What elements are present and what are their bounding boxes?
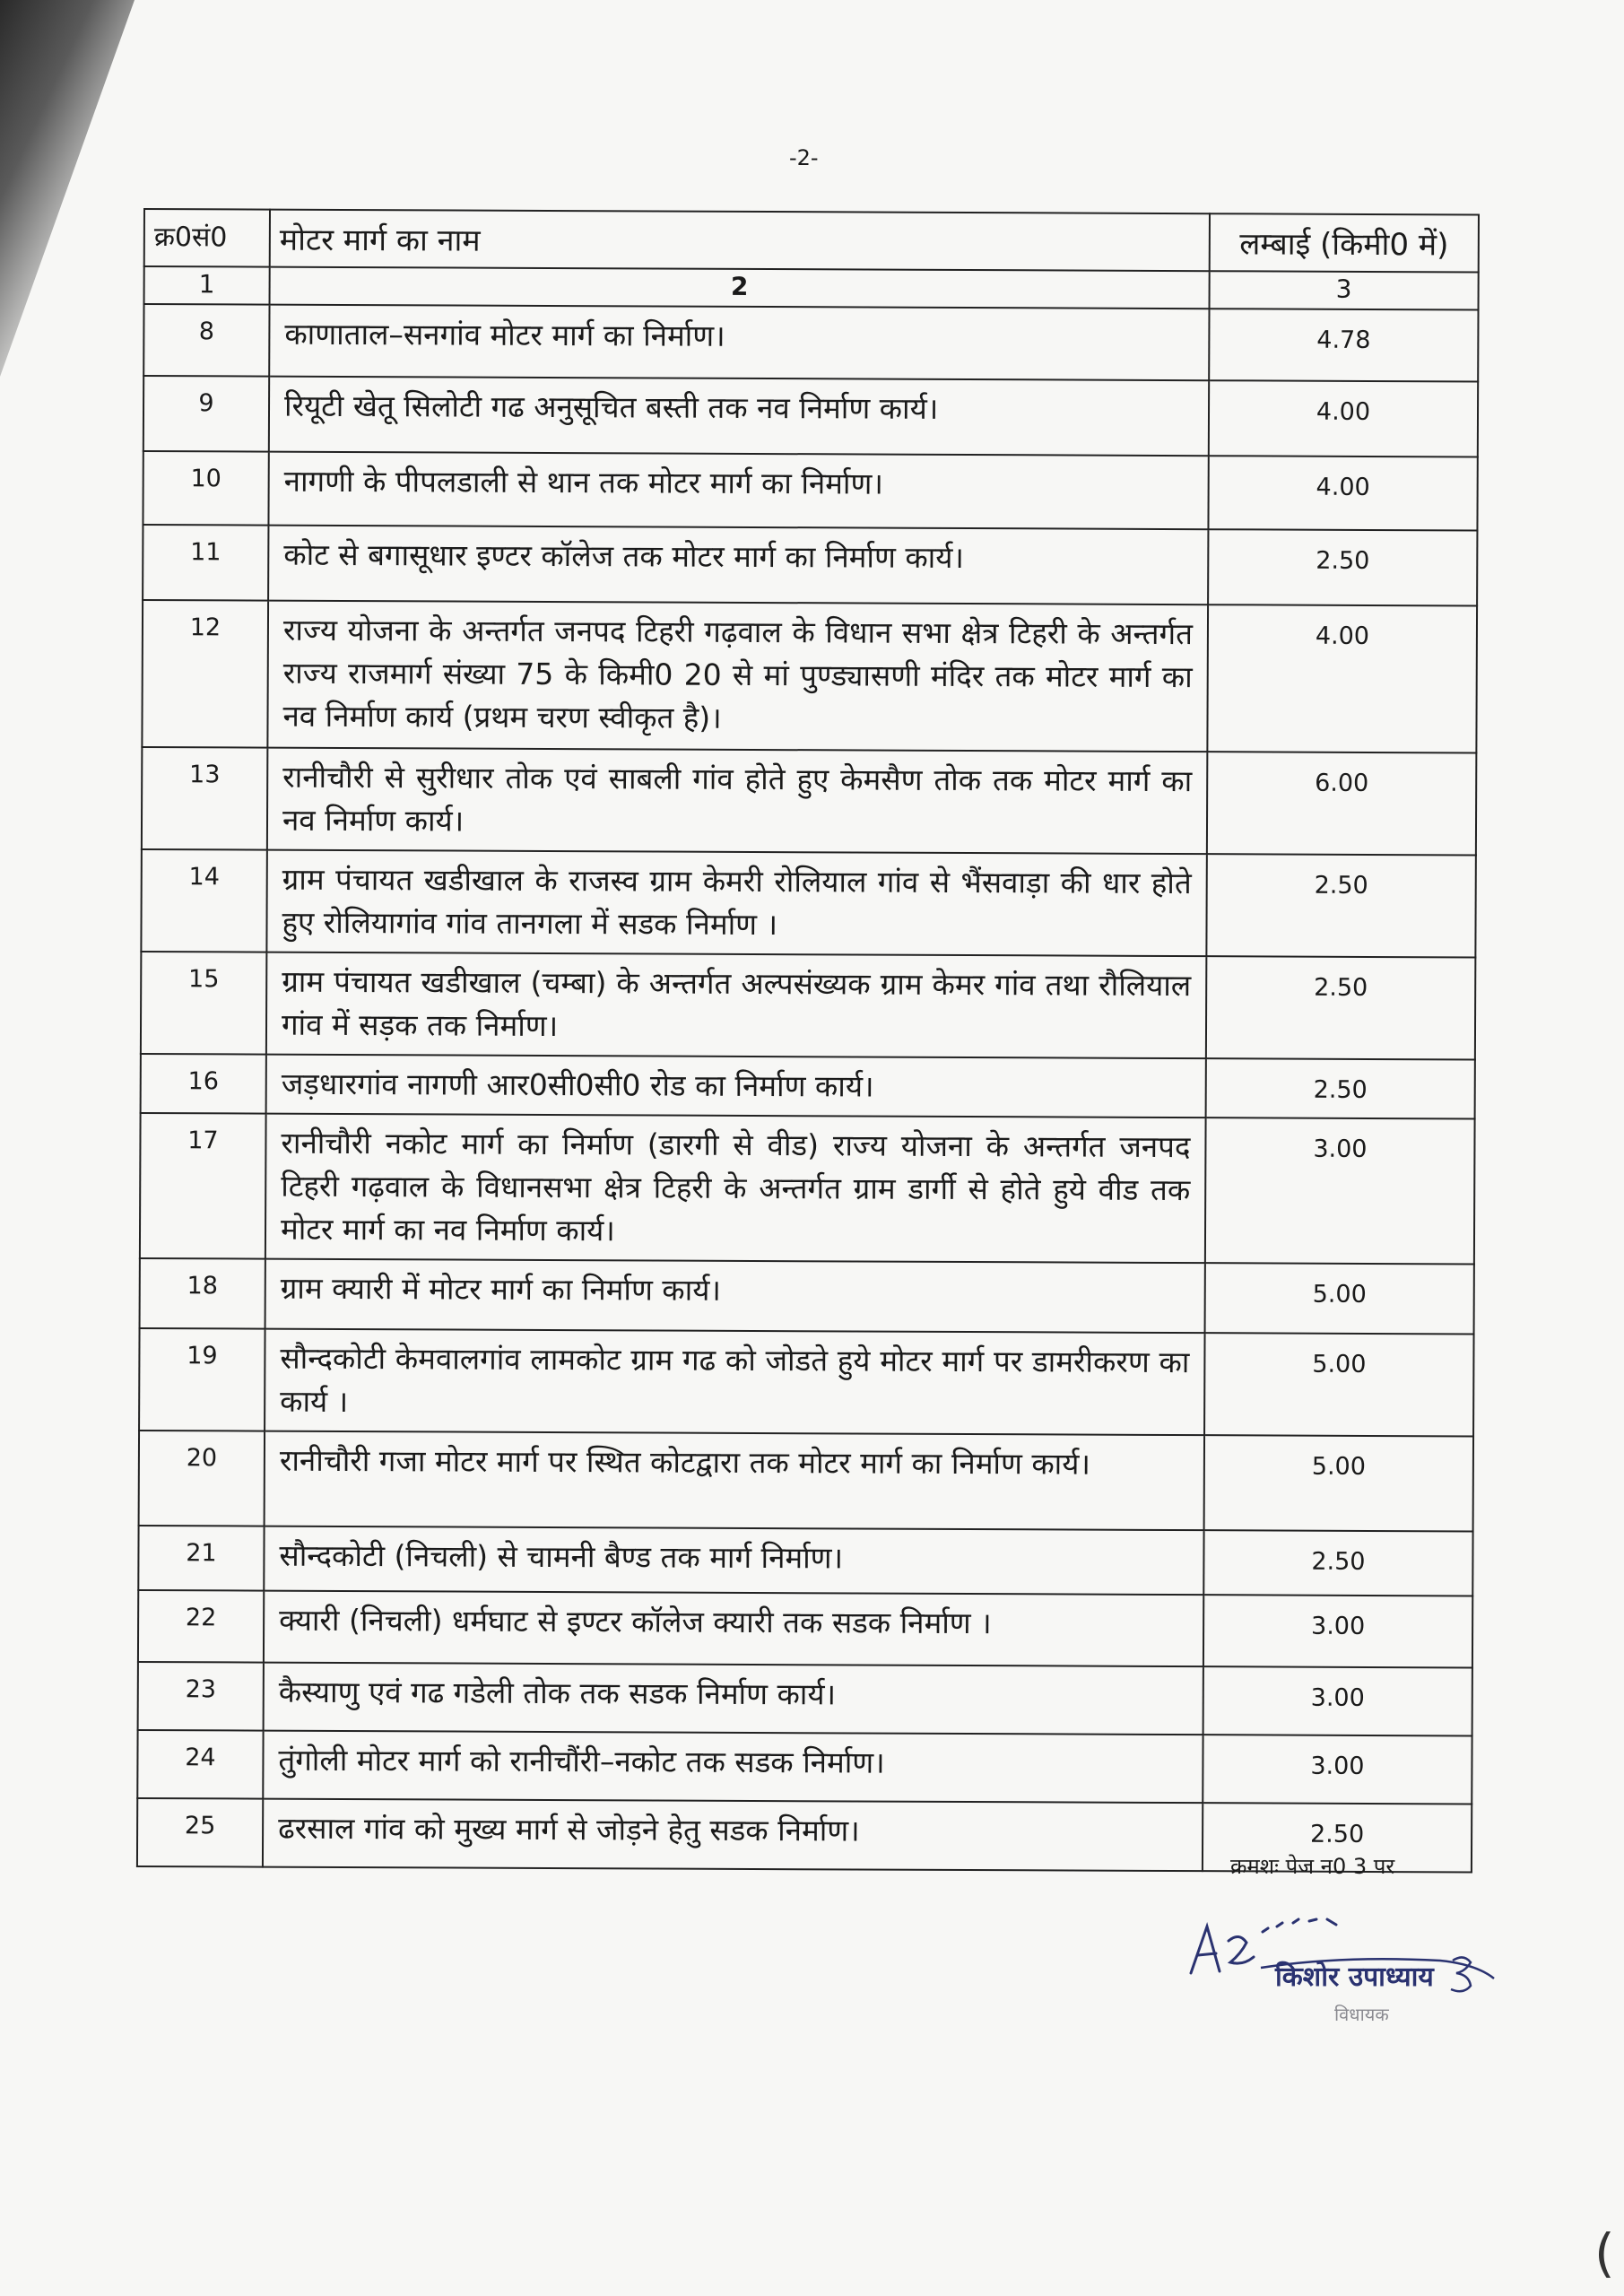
row-serial-number: 23: [138, 1662, 264, 1731]
row-serial-number: 20: [139, 1431, 265, 1526]
column-number: 2: [270, 267, 1210, 309]
corner-mark: (: [1594, 2222, 1615, 2283]
table-row: [138, 1662, 1472, 1735]
row-serial-number: 12: [142, 600, 268, 748]
signature-name: किशोर उपाध्याय: [1275, 1961, 1434, 1993]
column-number-row: [144, 266, 1479, 309]
page-number: -2-: [789, 145, 819, 170]
road-works-table: [136, 208, 1480, 1873]
table-row: [138, 1526, 1472, 1596]
table-row: [138, 1590, 1472, 1667]
row-road-name: सौन्दकोटी केमवालगांव लामकोट ग्राम गढ को जोडते हुये मोटर मार्ग पर डामरीकरण का कार्य ।: [265, 1329, 1204, 1436]
row-length: 2.50: [1203, 1803, 1472, 1872]
row-road-name: कैस्याणु एवं गढ गडेली तोक तक सडक निर्माण कार्य।: [264, 1663, 1203, 1735]
row-length: 2.50: [1206, 956, 1475, 1059]
row-length: 2.50: [1203, 1530, 1472, 1596]
table-row: [137, 1730, 1472, 1804]
row-length: 4.00: [1208, 456, 1477, 530]
scan-edge-shadow: [0, 0, 135, 377]
row-serial-number: 16: [141, 1054, 266, 1114]
row-road-name: रानीचौरी से सुरीधार तोक एवं साबली गांव होते हुए केमसैण तोक तक मोटर मार्ग का नव निर्माण कार्य।: [267, 748, 1207, 855]
table-row: [140, 1258, 1474, 1334]
row-length: 2.50: [1206, 1058, 1475, 1118]
table-row: [140, 1113, 1475, 1264]
header-road-name: मोटर मार्ग का नाम: [270, 210, 1210, 272]
header-serial-number: क्र0सं0: [144, 209, 270, 267]
row-road-name: ग्राम क्यारी में मोटर मार्ग का निर्माण कार्य।: [265, 1259, 1205, 1334]
row-road-name: रियूटी खेतू सिलोटी गढ अनुसूचित बस्ती तक नव निर्माण कार्य।: [269, 377, 1209, 457]
row-road-name: जड़धारगांव नागणी आर0सी0सी0 रोड का निर्माण कार्य।: [266, 1055, 1206, 1118]
row-serial-number: 17: [140, 1113, 266, 1259]
row-serial-number: 10: [143, 451, 268, 526]
row-length: 2.50: [1208, 529, 1477, 605]
row-road-name: कोट से बगासूधार इण्टर कॉलेज तक मोटर मार्ग का निर्माण कार्य।: [268, 526, 1208, 605]
row-serial-number: 19: [139, 1328, 265, 1431]
row-serial-number: 22: [138, 1590, 264, 1663]
table-row: [142, 747, 1476, 855]
row-serial-number: 13: [142, 747, 267, 850]
row-road-name: ग्राम पंचायत खडीखाल (चम्बा) के अन्तर्गत अल्पसंख्यक ग्राम केमर गांव तथा रौलियाल गांव में सड़क तक निर्माण।: [266, 952, 1206, 1059]
column-number: 3: [1210, 271, 1479, 309]
table-row: [139, 1328, 1473, 1436]
column-number: 1: [144, 266, 270, 305]
row-length: 4.00: [1209, 380, 1478, 457]
continuation-note: क्रमशः पेज न0 3 पर: [1230, 1854, 1395, 1879]
row-road-name: नागणी के पीपलडाली से थान तक मोटर मार्ग का निर्माण।: [268, 452, 1208, 530]
table-row: [143, 304, 1478, 381]
row-road-name: रानीचौरी नकोट मार्ग का निर्माण (डारगी से वीड) राज्य योजना के अन्तर्गत जनपद टिहरी गढ़वाल के विधानसभा क्षेत्र टिहरी के अन्तर्गत ग्राम डार्गी से होते हुये वीड तक मोटर मार्ग का नव निर्माण कार्य।: [265, 1114, 1206, 1264]
table-row: [141, 849, 1475, 957]
row-length: 5.00: [1204, 1333, 1473, 1436]
row-length: 3.00: [1203, 1666, 1472, 1735]
row-length: 5.00: [1204, 1435, 1473, 1531]
row-road-name: ढरसाल गांव को मुख्य मार्ग से जोड़ने हेतु सडक निर्माण।: [263, 1799, 1203, 1872]
table-row: [142, 600, 1477, 752]
header-length: लम्बाई (किमी0 में): [1210, 213, 1479, 272]
row-serial-number: 9: [143, 376, 269, 452]
row-length: 2.50: [1206, 854, 1475, 957]
row-length: 3.00: [1205, 1118, 1475, 1264]
row-serial-number: 18: [140, 1258, 265, 1329]
row-road-name: क्यारी (निचली) धर्मघाट से इण्टर कॉलेज क्यारी तक सडक निर्माण ।: [264, 1591, 1203, 1667]
row-serial-number: 15: [141, 952, 266, 1055]
row-serial-number: 14: [141, 849, 266, 952]
row-road-name: ग्राम पंचायत खडीखाल के राजस्व ग्राम केमरी रोलियाल गांव से भैंसवाड़ा की धार होते हुए रोलियागांव गांव तानगला में सडक निर्माण ।: [266, 850, 1206, 957]
row-serial-number: 8: [143, 304, 269, 377]
row-length: 5.00: [1205, 1263, 1474, 1334]
row-serial-number: 21: [138, 1526, 264, 1591]
table-row: [143, 451, 1477, 530]
row-length: 3.00: [1203, 1595, 1472, 1667]
table-row: [143, 376, 1478, 457]
row-road-name: सौन्दकोटी (निचली) से चामनी बैण्ड तक मार्ग निर्माण।: [264, 1526, 1203, 1596]
table-row: [139, 1431, 1473, 1531]
row-road-name: तुंगोली मोटर मार्ग को रानीचौंरी–नकोट तक सडक निर्माण।: [263, 1731, 1203, 1804]
table-row: [143, 525, 1477, 605]
table-row: [141, 952, 1475, 1059]
row-length: 6.00: [1207, 752, 1476, 855]
signature-title: विधायक: [1334, 2004, 1389, 2025]
row-serial-number: 24: [137, 1730, 263, 1799]
row-length: 3.00: [1203, 1735, 1472, 1804]
row-length: 4.78: [1209, 309, 1478, 381]
row-length: 4.00: [1207, 604, 1477, 752]
table-row: [141, 1054, 1475, 1118]
row-serial-number: 25: [137, 1798, 263, 1867]
row-road-name: काणाताल–सनगांव मोटर मार्ग का निर्माण।: [269, 305, 1209, 381]
table-header-row: [144, 209, 1479, 272]
row-serial-number: 11: [143, 525, 268, 601]
row-road-name: रानीचौरी गजा मोटर मार्ग पर स्थित कोटद्वारा तक मोटर मार्ग का निर्माण कार्य।: [265, 1431, 1204, 1531]
row-road-name: राज्य योजना के अन्तर्गत जनपद टिहरी गढ़वाल के विधान सभा क्षेत्र टिहरी के अन्तर्गत राज्य राजमार्ग संख्या 75 के किमी0 20 से मां पुण्ड्यासणी मंदिर तक मोटर मार्ग का नव निर्माण कार्य (प्रथम चरण स्वीकृत है)।: [267, 601, 1208, 752]
